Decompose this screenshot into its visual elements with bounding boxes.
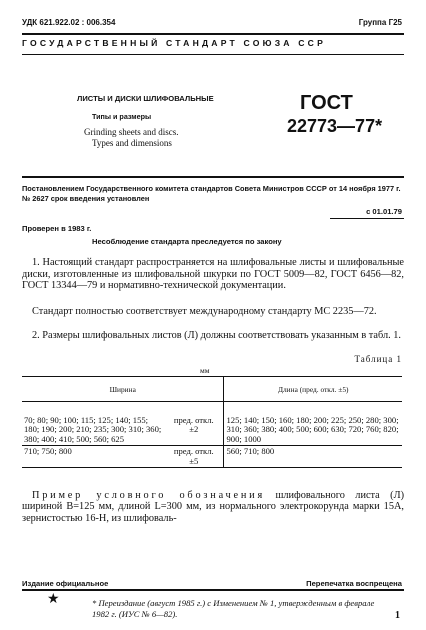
document-title-en: Grinding sheets and discs. [84, 127, 179, 137]
reprint-prohibited: Перепечатка воспрещена [306, 579, 402, 588]
paragraph-2: Стандарт полностью соответствует международному стандарту МС 2235—72. [32, 306, 377, 317]
gost-label: ГОСТ [300, 92, 353, 114]
tolerance-value: ±5 [189, 455, 199, 466]
tolerance-label: пред. откл. [173, 415, 214, 425]
table-header-row [22, 377, 402, 402]
width-tolerance [164, 446, 224, 468]
width-tolerance [164, 402, 224, 446]
dimensions-table [22, 376, 402, 468]
paragraph-3: 2. Размеры шлифовальных листов (Л) должны соответствовать указанным в табл. 1. [32, 330, 401, 341]
decree-rule [22, 176, 404, 178]
width-values: 710; 750; 800 [22, 446, 164, 468]
length-values: 125; 140; 150; 160; 180; 200; 225; 250; 280; 300; 310; 360; 380; 400; 500; 600; 630; 720; 760; 820; 900; 1000 [224, 402, 402, 446]
top-rule [22, 33, 404, 35]
official-edition: Издание официальное [22, 579, 109, 588]
table-unit: мм [200, 366, 210, 375]
checked-note: Проверен в 1983 г. [22, 224, 92, 233]
paragraph-1: 1. Настоящий стандарт распространяется на шлифовальные листы и шлифовальные диски, изготовленные из шлифовальной шкурки по ГОСТ 5009—82, ГОСТ 6456—82, ГОСТ 13344—79 и нормативно-технической документации. [22, 257, 404, 292]
length-values: 560; 710; 800 [224, 446, 402, 468]
reissue-note: * Переиздание (август 1985 г.) с Изменением № 1, утвержденным в феврале 1982 г. (ИУС № 6—82). [92, 598, 375, 619]
page-number: 1 [395, 610, 400, 621]
tolerance-value: ±2 [189, 424, 199, 435]
table-caption: Таблица 1 [354, 354, 402, 364]
document-title-ru: ЛИСТЫ И ДИСКИ ШЛИФОВАЛЬНЫЕ [77, 94, 214, 103]
width-values: 70; 80; 90; 100; 115; 125; 140; 155; 180; 190; 200; 210; 235; 300; 310; 360; 380; 400; 410; 500; 560; 625 [24, 415, 162, 444]
example-lead: Пример условного обозначения [32, 490, 266, 501]
introduction-date: с 01.01.79 [366, 207, 402, 216]
example-text: шлифовального листа (Л) шириной B=125 мм, длиной L=300 мм, из нормального электрокорунда марки 15А, зернистостью 16-Н, из шлифоваль- [22, 490, 405, 524]
penalty-note: Несоблюдение стандарта преследуется по закону [92, 237, 282, 246]
length-header: Длина (пред. откл. ±5) [224, 377, 402, 402]
document-subtitle-en: Types and dimensions [92, 138, 172, 148]
table-row [22, 446, 402, 468]
table-row [22, 402, 402, 446]
document-subtitle-ru: Типы и размеры [92, 112, 152, 121]
udk-code: УДК 621.922.02 : 006.354 [22, 18, 116, 27]
banner-rule [22, 54, 404, 55]
date-underline [330, 218, 404, 219]
group-code: Группа Г25 [358, 18, 402, 27]
gost-number: 22773—77* [287, 116, 383, 136]
decree-text: Постановлением Государственного комитета стандартов Совета Министров СССР от 14 ноября 1977 г. № 2627 срок введения установлен [22, 184, 401, 203]
designation-example [22, 490, 404, 524]
star-icon: ★ [47, 592, 60, 607]
width-header: Ширина [22, 377, 224, 402]
standard-banner: ГОСУДАРСТВЕННЫЙ СТАНДАРТ СОЮЗА ССР [22, 38, 327, 48]
tolerance-label: пред. откл. [173, 446, 214, 457]
footer-rule [22, 589, 404, 591]
